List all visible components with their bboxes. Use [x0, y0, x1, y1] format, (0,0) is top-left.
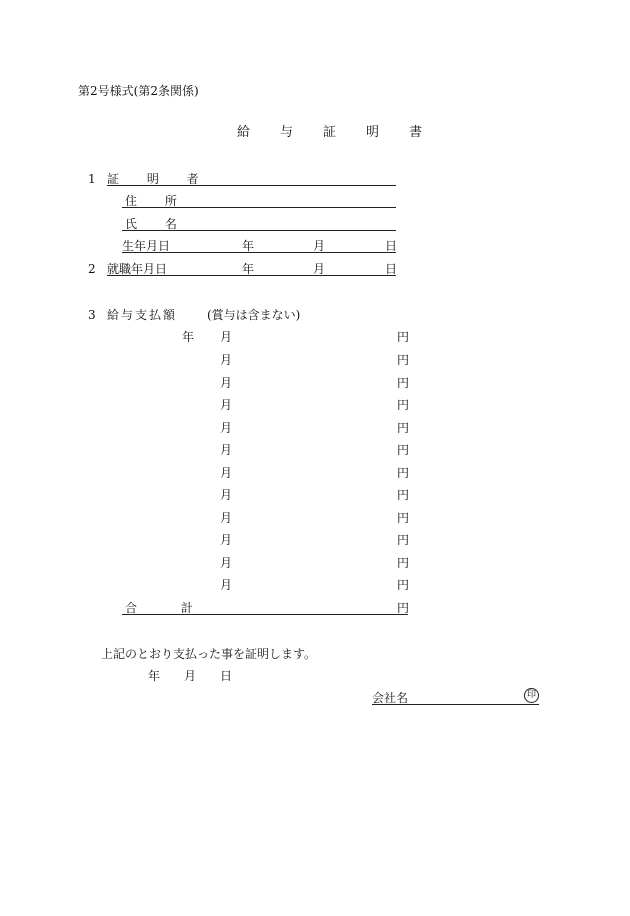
company-label: 会社名 [372, 691, 409, 705]
birth-label: 生年月日 [122, 239, 171, 253]
month-label: 月 [220, 398, 233, 412]
birth-day: 日 [385, 239, 398, 253]
birth-year: 年 [242, 239, 255, 253]
total-label: 合 計 [125, 601, 213, 615]
employment-day: 日 [385, 262, 398, 276]
yen-label: 円 [397, 421, 410, 435]
month-label: 月 [220, 556, 233, 570]
company-line[interactable] [372, 704, 539, 705]
footer-month: 月 [184, 669, 197, 683]
yen-label: 円 [397, 511, 410, 525]
month-label: 月 [220, 443, 233, 457]
birth-line[interactable] [122, 252, 396, 253]
address-line[interactable] [122, 207, 396, 208]
yen-label: 円 [397, 398, 410, 412]
month-label: 月 [220, 578, 233, 592]
section1-number: 1 [88, 172, 96, 186]
section1-label: 証 明 者 [107, 172, 211, 186]
section2-number: 2 [88, 262, 96, 276]
name-label: 氏 名 [125, 217, 189, 231]
payment-year: 年 [182, 330, 195, 344]
month-label: 月 [220, 488, 233, 502]
month-label: 月 [220, 421, 233, 435]
seal-icon: 印 [524, 688, 539, 703]
footer-day: 日 [220, 669, 233, 683]
yen-label: 円 [397, 533, 410, 547]
yen-label: 円 [397, 466, 410, 480]
yen-label: 円 [397, 578, 410, 592]
certification-statement: 上記のとおり支払った事を証明します。 [101, 647, 317, 661]
employment-line[interactable] [107, 275, 396, 276]
address-label: 住 所 [125, 194, 189, 208]
employment-month: 月 [313, 262, 326, 276]
section3-label: 給与支払額 [107, 308, 178, 322]
month-label: 月 [220, 511, 233, 525]
total-line[interactable] [122, 614, 408, 615]
yen-label: 円 [397, 376, 410, 390]
birth-month: 月 [313, 239, 326, 253]
name-line[interactable] [122, 230, 396, 231]
month-label: 月 [220, 533, 233, 547]
total-yen: 円 [397, 601, 410, 615]
yen-label: 円 [397, 443, 410, 457]
month-label: 月 [220, 466, 233, 480]
yen-label: 円 [397, 488, 410, 502]
yen-label: 円 [397, 330, 410, 344]
month-label: 月 [220, 330, 233, 344]
footer-year: 年 [148, 669, 161, 683]
month-label: 月 [220, 376, 233, 390]
section3-note: (賞与は含まない) [207, 308, 301, 322]
month-label: 月 [220, 353, 233, 367]
section1-line [107, 185, 396, 186]
form-label: 第2号様式(第2条関係) [78, 84, 199, 98]
document-title: 給与証明書 [237, 125, 453, 140]
section3-number: 3 [88, 308, 96, 322]
employment-year: 年 [242, 262, 255, 276]
yen-label: 円 [397, 556, 410, 570]
employment-date-label: 就職年月日 [107, 262, 168, 276]
yen-label: 円 [397, 353, 410, 367]
